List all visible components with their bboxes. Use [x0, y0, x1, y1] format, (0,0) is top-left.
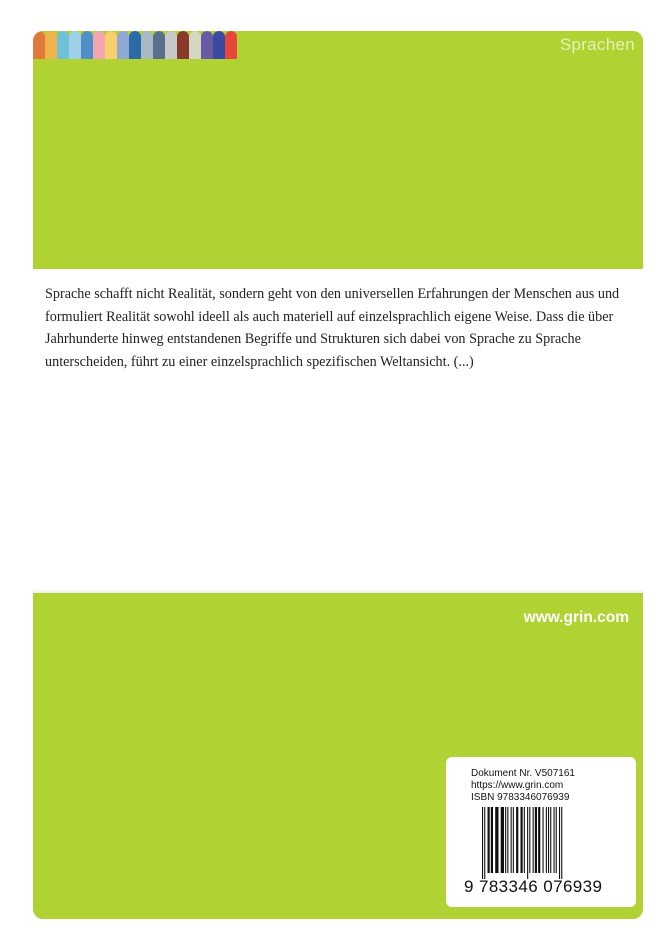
- barcode-bar: [529, 807, 530, 873]
- barcode-bar: [556, 807, 557, 873]
- color-tab: [117, 31, 129, 59]
- book-description: Sprache schafft nicht Realität, sondern geht von den universellen Erfahrungen der Menschen aus und formuliert Realität sowohl ideell als auch materiell auf einzelsprachlich eigene Weise. Dass die über Jahrhunderte hinweg entstandenen Begriffe und Strukturen sich dabei von Sprache zu Sprache unterscheiden, führt zu einer einzelsprachlich spezifischen Weltansicht. (...): [45, 286, 620, 370]
- barcode-bar: [524, 807, 525, 873]
- barcode-bar: [507, 807, 508, 873]
- color-tab: [81, 31, 93, 59]
- barcode-bar: [505, 807, 506, 873]
- barcode-bar: [548, 807, 549, 873]
- barcode-bar: [550, 807, 551, 873]
- barcode-bar: [482, 807, 483, 879]
- document-number: Dokument Nr. V507161: [471, 768, 575, 779]
- publisher-url[interactable]: www.grin.com: [523, 609, 629, 626]
- color-tab: [141, 31, 153, 59]
- bottom-color-panel: [33, 593, 643, 919]
- color-tab: [57, 31, 69, 59]
- barcode-box: [446, 757, 636, 907]
- barcode-bar: [559, 807, 560, 879]
- barcode-digits: 9 783346 076939: [464, 877, 603, 896]
- barcode-bar: [535, 807, 537, 873]
- color-tab: [93, 31, 105, 59]
- barcode-bar: [546, 807, 547, 873]
- color-tabs: [33, 31, 237, 59]
- color-tab: [45, 31, 57, 59]
- color-tab: [189, 31, 201, 59]
- color-tab: [153, 31, 165, 59]
- barcode-bar: [511, 807, 512, 873]
- book-back-cover: [33, 31, 643, 919]
- color-tab: [201, 31, 213, 59]
- barcode-image: [480, 807, 620, 879]
- barcode-bar: [527, 807, 528, 879]
- color-tab: [105, 31, 117, 59]
- top-color-panel: [33, 31, 643, 269]
- color-tab: [177, 31, 189, 59]
- barcode-bar: [513, 807, 514, 873]
- isbn-text: ISBN 9783346076939: [471, 792, 570, 803]
- barcode-bar: [501, 807, 504, 873]
- barcode-bar: [561, 807, 562, 879]
- barcode-bar: [488, 807, 490, 873]
- barcode-bar: [554, 807, 555, 873]
- barcode-bar: [543, 807, 544, 873]
- color-tab: [33, 31, 45, 59]
- color-tab: [129, 31, 141, 59]
- color-tab: [165, 31, 177, 59]
- category-label: Sprachen: [559, 35, 635, 54]
- color-tab: [69, 31, 81, 59]
- color-tab: [213, 31, 225, 59]
- barcode-bar: [533, 807, 534, 873]
- document-url: https://www.grin.com: [471, 780, 564, 791]
- color-tab: [225, 31, 237, 59]
- barcode-bar: [484, 807, 485, 879]
- barcode-bar: [491, 807, 493, 873]
- barcode-bar: [538, 807, 540, 873]
- barcode-bar: [521, 807, 523, 873]
- barcode-bar: [516, 807, 518, 873]
- barcode-bar: [495, 807, 498, 873]
